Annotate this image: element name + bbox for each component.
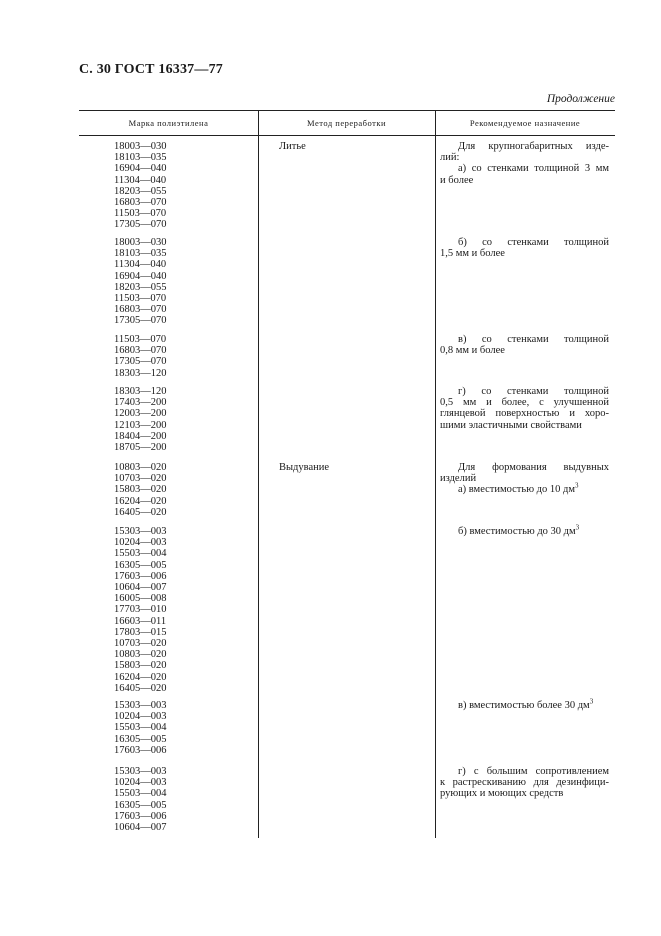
grade: 12003—200	[114, 408, 167, 420]
grade-list	[114, 334, 244, 379]
purpose-line: шими эластичными свойствами	[440, 419, 582, 431]
purpose-text: б) вместимостью до 30 дм	[458, 526, 576, 537]
grade: 15503—004	[114, 722, 167, 734]
grade-list	[114, 386, 244, 453]
grade: 17603—006	[114, 744, 167, 756]
purpose-text: в) вместимостью более 30 дм	[458, 700, 590, 711]
purpose-line: лий:	[440, 152, 460, 164]
purpose-line: глянцевой поверхностью и хоро-	[440, 408, 609, 420]
purpose-line: Для формования выдувных	[458, 462, 609, 473]
grade: 10204—003	[114, 537, 167, 549]
recommended-purpose	[440, 386, 609, 431]
recommended-purpose	[440, 141, 609, 186]
grade-list	[114, 700, 244, 756]
recommended-purpose	[440, 237, 609, 259]
purpose-text: а) вместимостью до 10 дм	[458, 484, 575, 496]
grade: 18103—035	[114, 248, 167, 260]
grade-list	[114, 526, 244, 694]
grade: 16904—040	[114, 270, 167, 282]
grade: 10204—003	[114, 711, 167, 723]
grade: 15303—003	[114, 766, 167, 777]
purpose-line	[440, 523, 609, 537]
grade: 18203—055	[114, 281, 167, 293]
grade: 17305—070	[114, 356, 167, 368]
grade: 11503—070	[114, 208, 167, 220]
grade: 15803—020	[114, 660, 167, 672]
grade: 17403—200	[114, 397, 167, 409]
continuation-label: Продолжение	[546, 93, 615, 105]
purpose-line: в) со стенками толщиной	[458, 334, 609, 345]
unit-superscript: 3	[575, 523, 580, 532]
grade: 18003—030	[114, 141, 167, 152]
grade: 10803—020	[114, 462, 167, 473]
grade: 17305—070	[114, 315, 167, 327]
grade: 15503—004	[114, 548, 167, 560]
grade: 10604—007	[114, 582, 167, 594]
grade: 15803—020	[114, 484, 167, 496]
grade-list	[114, 766, 244, 833]
grade: 10604—007	[114, 822, 167, 834]
recommended-purpose	[440, 697, 609, 711]
recommended-purpose	[440, 523, 609, 537]
column-header-purpose: Рекомендуемое назначение	[469, 118, 581, 128]
purpose-line: изделий	[440, 473, 477, 485]
grade: 17603—006	[114, 810, 167, 822]
grade: 10803—020	[114, 649, 167, 661]
purpose-line: рующих и моющих средств	[440, 788, 564, 800]
grade: 18303—120	[114, 386, 167, 397]
grade: 15303—003	[114, 526, 167, 537]
column-divider-2	[435, 110, 436, 838]
grade: 16405—020	[114, 506, 167, 518]
grade: 16204—020	[114, 495, 167, 507]
purpose-line: г) с большим сопротивлением	[458, 766, 609, 777]
grade: 16803—070	[114, 345, 167, 357]
grade: 11503—070	[114, 334, 167, 345]
grade: 16803—070	[114, 304, 167, 316]
grade: 11503—070	[114, 293, 167, 305]
purpose-line: 1,5 мм и более	[440, 248, 505, 260]
purpose-line: а) со стенками толщиной 3 мм	[458, 163, 609, 175]
grade: 15303—003	[114, 700, 167, 711]
grade: 17603—006	[114, 570, 167, 582]
grade: 10703—020	[114, 638, 167, 650]
grade: 18705—200	[114, 442, 167, 454]
purpose-line: к растрескиванию для дезинфици-	[440, 777, 609, 789]
grade: 17803—015	[114, 626, 167, 638]
column-header-grade: Марка полиэтилена	[128, 118, 209, 128]
grade: 16305—005	[114, 733, 167, 745]
table-top-rule	[79, 110, 615, 111]
grade: 18003—030	[114, 237, 167, 248]
purpose-line: б) со стенками толщиной	[458, 237, 609, 248]
recommended-purpose	[440, 766, 609, 800]
purpose-line	[440, 697, 609, 711]
grade: 17305—070	[114, 219, 167, 231]
grade: 15503—004	[114, 788, 167, 800]
grade: 18103—035	[114, 152, 167, 164]
page-title: С. 30 ГОСТ 16337—77	[79, 62, 223, 77]
column-divider-1	[258, 110, 259, 838]
purpose-line: 0,5 мм и более, с улучшенной	[440, 397, 609, 409]
grade: 16803—070	[114, 197, 167, 209]
grade: 16405—020	[114, 682, 167, 694]
usage-table	[79, 110, 615, 838]
grade: 12103—200	[114, 419, 167, 431]
grade: 16305—005	[114, 559, 167, 571]
grade: 16305—005	[114, 799, 167, 811]
grade-list	[114, 141, 244, 231]
column-header-method: Метод переработки	[307, 118, 386, 128]
unit-superscript: 3	[589, 697, 594, 706]
grade: 17703—010	[114, 604, 167, 616]
grade: 10204—003	[114, 777, 167, 789]
grade: 16603—011	[114, 615, 167, 627]
grade: 11304—040	[114, 174, 167, 186]
grade: 18203—055	[114, 185, 167, 197]
unit-superscript: 3	[575, 481, 579, 490]
grade: 18303—120	[114, 367, 167, 379]
processing-method: Литье	[279, 141, 306, 152]
purpose-line	[440, 481, 609, 496]
grade: 11304—040	[114, 259, 167, 271]
grade: 16904—040	[114, 163, 167, 175]
purpose-line: и более	[440, 174, 474, 186]
grade: 16005—008	[114, 593, 167, 605]
grade: 18404—200	[114, 430, 167, 442]
recommended-purpose	[440, 334, 609, 356]
grade: 10703—020	[114, 473, 167, 485]
purpose-line: Для крупногабаритных изде-	[458, 141, 609, 152]
table-header-rule	[79, 135, 615, 136]
grade-list	[114, 237, 244, 327]
purpose-line: 0,8 мм и более	[440, 345, 505, 357]
grade-list	[114, 462, 244, 518]
recommended-purpose	[440, 462, 609, 496]
grade: 16204—020	[114, 671, 167, 683]
purpose-line: г) со стенками толщиной	[458, 386, 609, 397]
processing-method: Выдувание	[279, 462, 330, 473]
